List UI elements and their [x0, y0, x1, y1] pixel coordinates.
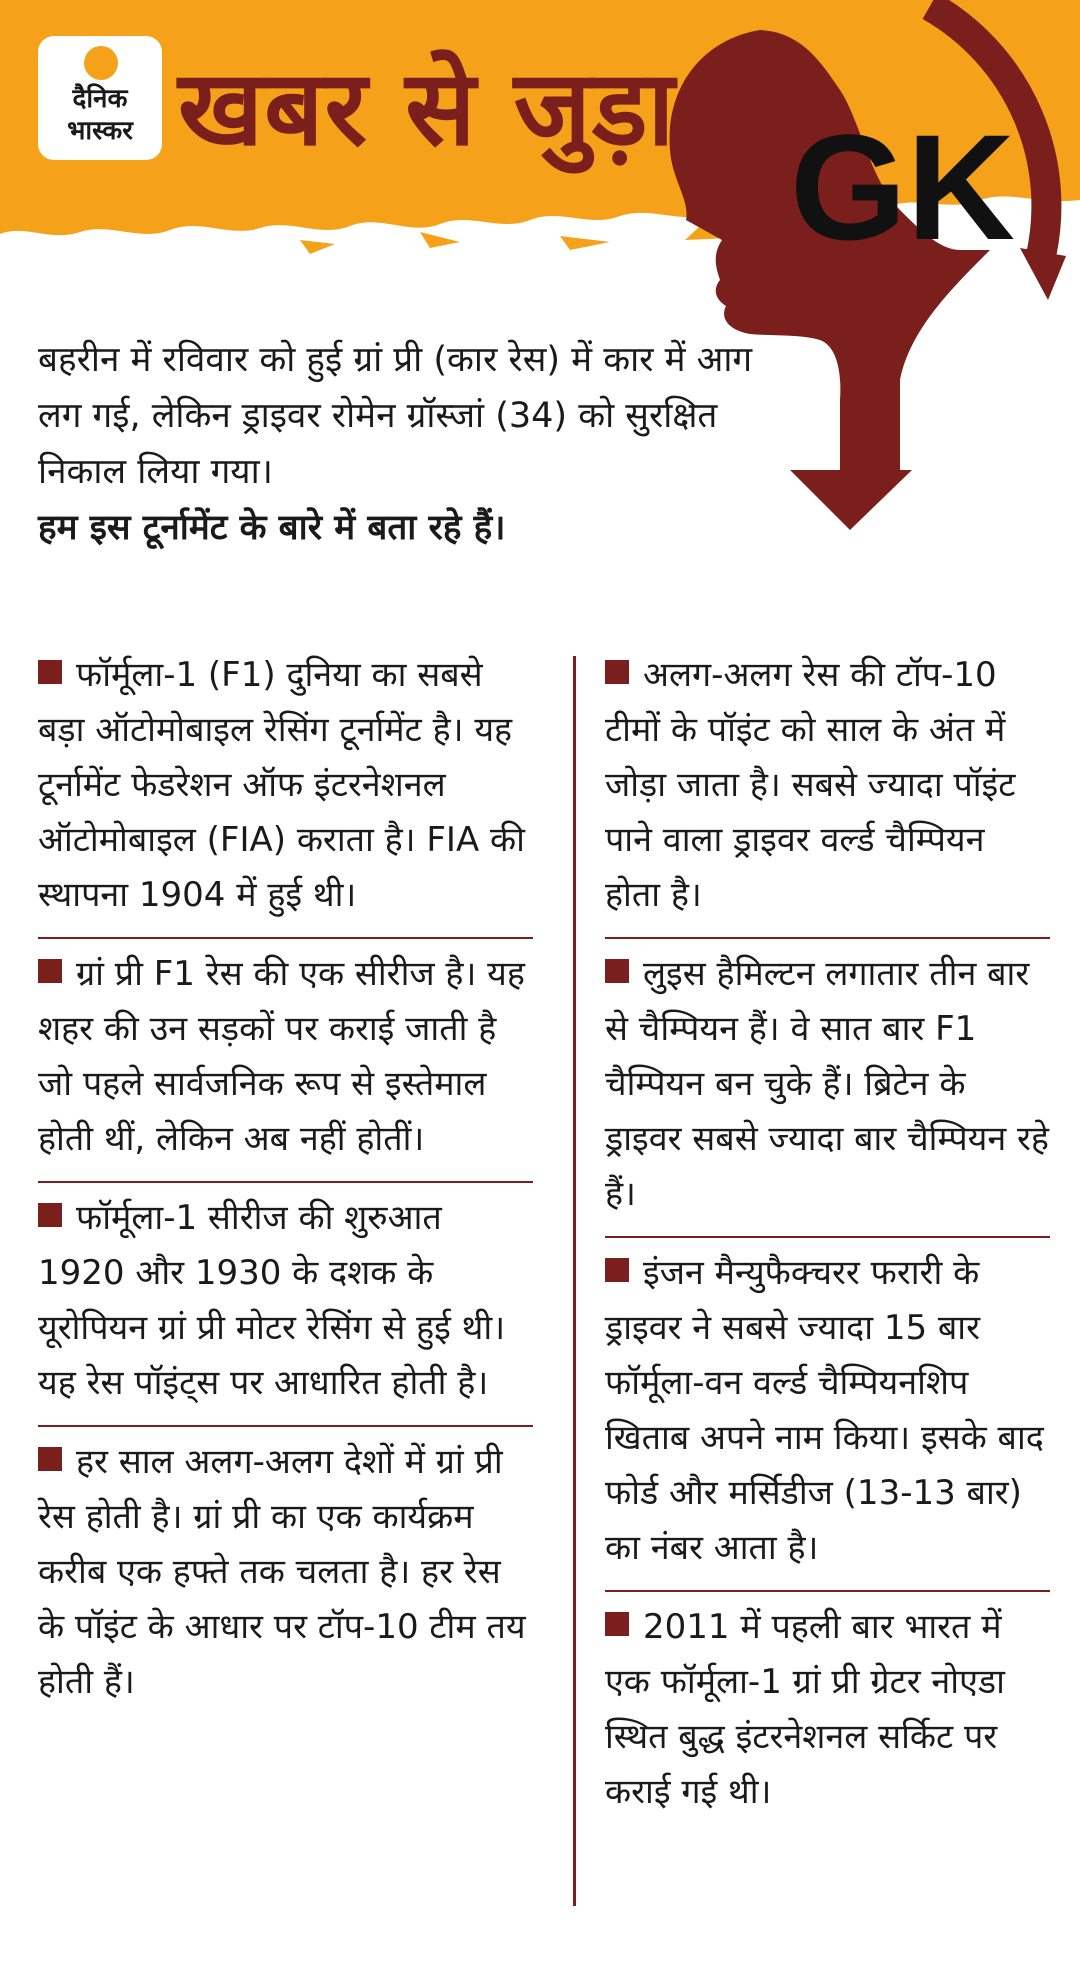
square-bullet-icon [605, 1258, 629, 1282]
fact-text: फॉर्मूला-1 (F1) दुनिया का सबसे बड़ा ऑटोमोबाइल रेसिंग टूर्नामेंट है। यह टूर्नामेंट फेडरेशन ऑफ इंटरनेशनल ऑटोमोबाइल (FIA) कराता है। FIA की स्थापना 1904 में हुई थी। [38, 655, 525, 915]
logo-sun-icon [84, 46, 118, 80]
fact-text: 2011 में पहली बार भारत में एक फॉर्मूला-1 ग्रां प्री ग्रेटर नोएडा स्थित बुद्ध इंटरनेशनल सर्किट पर कराई गई थी। [605, 1607, 1005, 1812]
fact-item [38, 939, 533, 1183]
logo-line2: भास्कर [67, 116, 133, 146]
fact-item [605, 1238, 1050, 1592]
fact-text: ग्रां प्री F1 रेस की एक सीरीज है। यह शहर की उन सड़कों पर कराई जाती है जो पहले सार्वजनिक रूप से इस्तेमाल होती थीं, लेकिन अब नहीं होतीं। [38, 954, 525, 1159]
fact-item [38, 640, 533, 939]
fact-item [38, 1427, 533, 1724]
page-title: खबर से जुड़ा [178, 47, 676, 169]
fact-text: लुइस हैमिल्टन लगातार तीन बार से चैम्पियन हैं। वे सात बार F1 चैम्पियन बन चुके हैं। ब्रिटेन के ड्राइवर सबसे ज्यादा बार चैम्पियन रहे हैं। [605, 954, 1049, 1214]
intro-text [38, 332, 778, 556]
square-bullet-icon [605, 1612, 629, 1636]
square-bullet-icon [605, 660, 629, 684]
square-bullet-icon [605, 959, 629, 983]
square-bullet-icon [38, 1203, 62, 1227]
column-divider [573, 656, 576, 1906]
gk-badge: GK [790, 103, 1015, 271]
fact-item [605, 1592, 1050, 1834]
fact-text: फॉर्मूला-1 सीरीज की शुरुआत 1920 और 1930 के दशक के यूरोपियन ग्रां प्री मोटर रेसिंग से हुई थी। यह रेस पॉइंट्स पर आधारित होती है। [38, 1198, 506, 1403]
intro-paragraph: बहरीन में रविवार को हुई ग्रां प्री (कार रेस) में कार में आग लग गई, लेकिन ड्राइवर रोमेन ग्रॉस्जां (34) को सुरक्षित निकाल लिया गया। [38, 340, 753, 492]
fact-item [38, 1183, 533, 1427]
dainik-bhaskar-logo [38, 36, 162, 160]
fact-item [605, 640, 1050, 939]
right-column [605, 640, 1050, 1834]
square-bullet-icon [38, 959, 62, 983]
fact-text: अलग-अलग रेस की टॉप-10 टीमों के पॉइंट को साल के अंत में जोड़ा जाता है। सबसे ज्यादा पॉइंट पाने वाला ड्राइवर वर्ल्ड चैम्पियन होता है। [605, 655, 1016, 915]
fact-text: इंजन मैन्युफैक्चरर फरारी के ड्राइवर ने सबसे ज्यादा 15 बार फॉर्मूला-वन वर्ल्ड चैम्पियनशिप खिताब अपने नाम किया। इसके बाद फोर्ड और मर्सिडीज (13-13 बार) का नंबर आता है। [605, 1253, 1044, 1568]
fact-item [605, 939, 1050, 1238]
square-bullet-icon [38, 1447, 62, 1471]
logo-line1: दैनिक [72, 84, 128, 114]
left-column [38, 640, 533, 1724]
intro-bold-line: हम इस टूर्नामेंट के बारे में बता रहे हैं। [38, 508, 506, 548]
fact-text: हर साल अलग-अलग देशों में ग्रां प्री रेस होती है। ग्रां प्री का एक कार्यक्रम करीब एक हफ्ते तक चलता है। हर रेस के पॉइंट के आधार पर टॉप-10 टीम तय होती हैं। [38, 1442, 526, 1702]
square-bullet-icon [38, 660, 62, 684]
header-banner [0, 0, 1080, 290]
